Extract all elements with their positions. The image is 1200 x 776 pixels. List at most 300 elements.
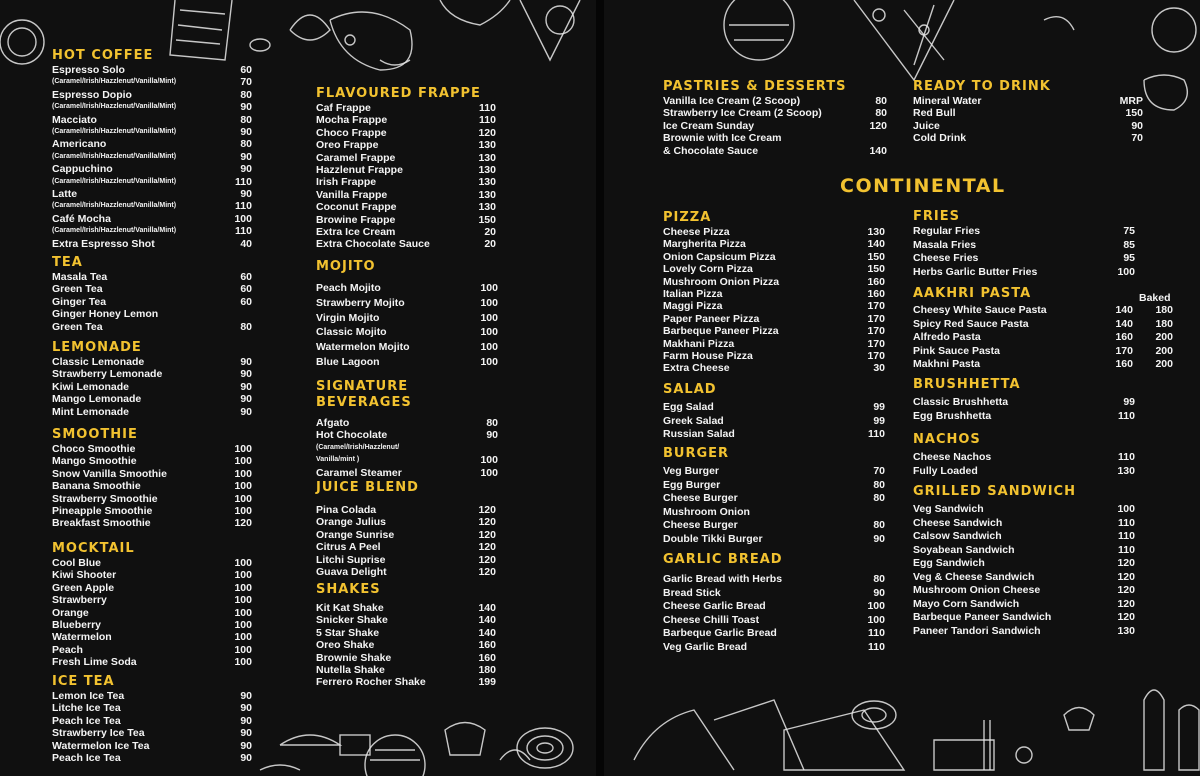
menu-item — [316, 340, 498, 355]
menu-item — [316, 152, 496, 164]
section-title-grilled-sandwich: GRILLED SANDWICH — [913, 484, 1076, 499]
menu-item-price: 140 — [1115, 317, 1133, 330]
menu-item-price: 160 — [867, 288, 885, 301]
menu-item — [663, 415, 885, 429]
menu-item — [316, 614, 496, 626]
menu-list-nachos — [913, 451, 1135, 478]
menu-item-name: Latte — [52, 188, 78, 201]
menu-item-price: 90 — [240, 126, 252, 139]
menu-item — [52, 225, 252, 237]
menu-item — [663, 263, 885, 275]
menu-item-name: Litchi Suprise — [316, 553, 386, 566]
menu-item-note: (Caramel/Irish/Hazzlenut/ — [316, 443, 400, 451]
menu-item-name: Mushroom Onion Pizza — [663, 275, 780, 288]
menu-item-name: Choco Smoothie — [52, 443, 136, 455]
menu-item — [663, 107, 887, 119]
menu-item — [316, 311, 498, 326]
section-pizza — [663, 210, 885, 375]
menu-item-name: Classic Brushhetta — [913, 396, 1009, 408]
menu-item — [52, 381, 252, 393]
menu-item — [913, 503, 1135, 517]
menu-item-price: 20 — [484, 226, 496, 239]
menu-item-name: Mushroom Onion Cheese — [913, 584, 1041, 596]
menu-item-name: Cheese Sandwich — [913, 516, 1003, 529]
menu-item-name: Espresso Solo — [52, 64, 125, 76]
menu-item-price: 170 — [867, 350, 885, 363]
menu-item — [316, 214, 496, 226]
menu-item — [52, 517, 252, 529]
menu-item — [52, 702, 252, 714]
menu-item-name: Pina Colada — [316, 504, 377, 516]
menu-item-price: 80 — [875, 95, 887, 107]
menu-list-aakhri-pasta — [913, 304, 1173, 372]
menu-item-name: Veg Sandwich — [913, 503, 984, 515]
menu-item-name: Peach Mojito — [316, 282, 381, 294]
menu-item-name: Extra Espresso Shot — [52, 237, 155, 250]
menu-item-price: 100 — [867, 613, 885, 626]
menu-item-price: 120 — [478, 566, 496, 579]
menu-item-name: Soyabean Sandwich — [913, 543, 1015, 556]
menu-item-price: 60 — [240, 64, 252, 76]
menu-item — [316, 541, 496, 553]
menu-item-name: Peach Ice Tea — [52, 714, 121, 727]
menu-item-baked-price: 200 — [1155, 331, 1173, 343]
menu-item — [913, 225, 1135, 239]
menu-item — [316, 504, 496, 516]
menu-item-price: 170 — [1115, 344, 1133, 357]
menu-item — [913, 318, 1173, 332]
section-signature-beverages — [316, 379, 498, 479]
menu-item-name: Extra Cheese — [663, 362, 730, 375]
menu-item — [663, 120, 887, 132]
menu-item-name: Pink Sauce Pasta — [913, 344, 1000, 357]
menu-item-price: 100 — [234, 492, 252, 505]
menu-item-name: Oreo Frappe — [316, 139, 379, 152]
section-title-signature-beverages: SIGNATURE BEVERAGES — [316, 379, 412, 410]
menu-item — [52, 594, 252, 606]
menu-item — [52, 188, 252, 200]
menu-item-price: 90 — [240, 163, 252, 176]
menu-item-price: 100 — [234, 455, 252, 468]
menu-item-name: Mineral Water — [913, 95, 982, 107]
menu-item-price: 99 — [873, 401, 885, 413]
menu-item-name: Alfredo Pasta — [913, 331, 981, 343]
menu-item — [316, 566, 496, 578]
menu-item-name: Mayo Corn Sandwich — [913, 597, 1020, 610]
menu-item — [663, 533, 885, 547]
menu-list-shakes — [316, 602, 496, 689]
menu-item — [663, 401, 885, 415]
menu-item-name: Snicker Shake — [316, 614, 388, 627]
menu-item-name: Mocha Frappe — [316, 114, 388, 127]
section-title-mojito: MOJITO — [316, 259, 376, 274]
menu-item-price: 80 — [873, 519, 885, 531]
menu-item — [663, 288, 885, 300]
menu-item-name: Paper Paneer Pizza — [663, 312, 760, 325]
menu-item-name: Coconut Frappe — [316, 201, 397, 214]
menu-item — [663, 251, 885, 263]
menu-item — [52, 569, 252, 581]
page-gutter — [596, 0, 604, 776]
menu-item-name: Mint Lemonade — [52, 405, 130, 418]
section-tea — [52, 255, 252, 333]
menu-list-grilled-sandwich — [913, 503, 1135, 638]
menu-item-price: 20 — [484, 238, 496, 251]
menu-item-name: Lemon Ice Tea — [52, 690, 125, 702]
menu-item — [913, 544, 1135, 558]
menu-item-name: Veg & Cheese Sandwich — [913, 570, 1035, 583]
menu-item — [316, 554, 496, 566]
menu-item-name: Nutella Shake — [316, 664, 385, 677]
menu-item-name: Browine Frappe — [316, 213, 396, 226]
menu-item — [52, 644, 252, 656]
menu-item — [913, 266, 1135, 280]
menu-item — [52, 443, 252, 455]
menu-list-mocktail — [52, 557, 252, 669]
menu-item-name: Green Tea — [52, 320, 103, 333]
menu-item-name: Paneer Tandori Sandwich — [913, 624, 1041, 637]
menu-item — [52, 656, 252, 668]
menu-item — [663, 313, 885, 325]
menu-item-name: Makhani Pizza — [663, 337, 735, 350]
menu-item-price: 120 — [478, 528, 496, 541]
menu-item — [52, 468, 252, 480]
menu-item — [52, 393, 252, 405]
menu-item — [913, 132, 1143, 144]
menu-list-brushhetta — [913, 396, 1135, 423]
menu-item-name: Peach — [52, 643, 83, 656]
section-ready-to-drink — [913, 79, 1143, 145]
menu-item-price: 90 — [240, 405, 252, 418]
menu-item — [663, 492, 885, 506]
menu-item-price: 80 — [240, 138, 252, 151]
menu-item-name: Orange Sunrise — [316, 528, 395, 541]
menu-item-note: (Caramel/Irish/Hazzlenut/Vanilla/Mint) — [52, 152, 177, 160]
menu-item-baked-price: 200 — [1155, 344, 1173, 357]
menu-item-price: 80 — [873, 573, 885, 585]
menu-item-note: (Caramel/Irish/Hazzlenut/Vanilla/Mint) — [52, 227, 177, 235]
menu-item-price: 199 — [478, 676, 496, 689]
menu-item-name: Strawberry Ice Tea — [52, 727, 145, 740]
menu-item-name: Onion Capsicum Pizza — [663, 250, 776, 263]
section-title-flavoured-frappe: FLAVOURED FRAPPE — [316, 86, 481, 101]
menu-item-note: (Caramel/Irish/Hazzlenut/Vanilla/Mint) — [52, 78, 177, 86]
menu-list-hot-coffee — [52, 64, 252, 250]
menu-item — [663, 238, 885, 250]
menu-item-name: Egg Brushhetta — [913, 409, 992, 422]
menu-item-name: Snow Vanilla Smoothie — [52, 467, 167, 480]
menu-item — [913, 358, 1173, 372]
menu-item — [663, 465, 885, 479]
menu-item — [316, 529, 496, 541]
menu-list-ice-tea — [52, 690, 252, 764]
menu-item-name: Barbeque Paneer Sandwich — [913, 611, 1052, 623]
menu-item-price: 100 — [480, 466, 498, 479]
menu-item-price: 90 — [240, 380, 252, 393]
menu-item-name: Extra Chocolate Sauce — [316, 238, 430, 251]
menu-item-price: 130 — [478, 188, 496, 201]
menu-item — [52, 126, 252, 138]
section-title-brushhetta: BRUSHHETTA — [913, 377, 1021, 392]
menu-item — [913, 107, 1143, 119]
menu-item-name: Italian Pizza — [663, 288, 723, 301]
menu-item-name: Choco Frappe — [316, 126, 387, 139]
menu-item-name: Ferrero Rocher Shake — [316, 676, 426, 689]
section-title-smoothie: SMOOTHIE — [52, 427, 138, 442]
menu-item-price: 90 — [240, 690, 252, 702]
menu-item-price: 90 — [240, 739, 252, 752]
menu-item-price: 120 — [234, 517, 252, 530]
section-title-pastries-desserts: PASTRIES & DESSERTS — [663, 79, 847, 94]
menu-item — [316, 296, 498, 311]
menu-item — [52, 101, 252, 113]
menu-item — [316, 164, 496, 176]
menu-item — [52, 480, 252, 492]
menu-item-price: 160 — [478, 639, 496, 652]
menu-left-page — [0, 0, 596, 776]
menu-item-name: Ginger Honey Lemon — [52, 308, 159, 321]
section-title-burger: BURGER — [663, 446, 730, 461]
menu-item — [913, 465, 1135, 479]
menu-item-price: 170 — [867, 300, 885, 313]
menu-item-price: 110 — [235, 175, 252, 188]
section-hot-coffee — [52, 48, 252, 250]
menu-item — [913, 598, 1135, 612]
menu-item-name: Caf Frappe — [316, 102, 371, 114]
menu-item-price: 100 — [234, 480, 252, 493]
menu-item — [52, 557, 252, 569]
menu-item-name: Blueberry — [52, 619, 102, 632]
menu-item-price: 90 — [240, 188, 252, 201]
menu-item-name: Juice — [913, 119, 940, 132]
menu-item-price: 100 — [480, 355, 498, 368]
menu-item-name: Blue Lagoon — [316, 355, 380, 368]
menu-item — [663, 519, 885, 533]
menu-item-name: Americano — [52, 138, 107, 151]
menu-item-name: Cappuchino — [52, 163, 113, 176]
menu-item-price: 140 — [478, 614, 496, 627]
menu-item-name: Cold Drink — [913, 132, 967, 145]
menu-item — [52, 715, 252, 727]
menu-item-price: 110 — [1118, 451, 1135, 463]
menu-item-name: Banana Smoothie — [52, 480, 141, 493]
menu-item-name: Green Apple — [52, 581, 115, 594]
menu-item — [52, 727, 252, 739]
menu-item-name: Macciato — [52, 113, 97, 126]
section-burger — [663, 446, 885, 546]
menu-item-name: Caramel Frappe — [316, 151, 396, 164]
menu-item — [316, 442, 498, 454]
menu-item-price: 90 — [240, 356, 252, 368]
menu-item-name: Masala Tea — [52, 271, 108, 283]
menu-item-note: (Caramel/Irish/Hazzlenut/Vanilla/Mint) — [52, 202, 177, 210]
menu-item — [52, 151, 252, 163]
section-mojito — [316, 259, 498, 370]
menu-item-price: 100 — [480, 311, 498, 324]
menu-item-price: 140 — [867, 238, 885, 251]
menu-item — [52, 505, 252, 517]
menu-item — [52, 752, 252, 764]
menu-item — [316, 664, 496, 676]
menu-item — [663, 573, 885, 587]
menu-item — [52, 64, 252, 76]
section-mocktail — [52, 541, 252, 669]
section-lemonade — [52, 340, 252, 418]
menu-item-price: 140 — [869, 144, 887, 157]
menu-item-price: 130 — [478, 139, 496, 152]
section-title-lemonade: LEMONADE — [52, 340, 142, 355]
menu-item-price: MRP — [1119, 95, 1143, 107]
menu-item — [913, 530, 1135, 544]
menu-item-price: 90 — [240, 702, 252, 715]
menu-item-price: 110 — [1118, 530, 1135, 542]
menu-item — [52, 200, 252, 212]
menu-item-name: Greek Salad — [663, 414, 724, 427]
menu-item-name: Citrus A Peel — [316, 541, 381, 554]
menu-item-name: Café Mocha — [52, 212, 111, 225]
menu-item-name: Cool Blue — [52, 557, 101, 569]
menu-item-price: 100 — [234, 631, 252, 644]
menu-item-name: Hot Chocolate — [316, 429, 388, 442]
menu-item-price: 120 — [1117, 611, 1135, 623]
menu-item-price: 100 — [234, 594, 252, 607]
menu-item — [52, 76, 252, 88]
menu-item-price: 130 — [478, 201, 496, 214]
section-pastries-desserts — [663, 79, 887, 157]
menu-item-name: Espresso Dopio — [52, 88, 132, 101]
menu-item — [663, 627, 885, 641]
menu-item-price: 130 — [1117, 624, 1135, 637]
menu-item — [663, 276, 885, 288]
menu-item-price: 70 — [240, 76, 252, 89]
section-salad — [663, 382, 885, 442]
menu-item-name: 5 Star Shake — [316, 626, 380, 639]
menu-item-name: Herbs Garlic Butter Fries — [913, 265, 1038, 278]
menu-item-price: 80 — [875, 107, 887, 120]
menu-item-name: Brownie Shake — [316, 651, 392, 664]
menu-item — [52, 321, 252, 333]
menu-item-name: Double Tikki Burger — [663, 532, 763, 545]
continental-heading: CONTINENTAL — [840, 175, 1006, 197]
menu-item — [52, 213, 252, 225]
menu-item-price: 90 — [240, 714, 252, 727]
menu-item-price: 120 — [478, 541, 496, 554]
menu-item-name: Caramel Steamer — [316, 466, 402, 479]
section-title-ice-tea: ICE TEA — [52, 674, 115, 689]
menu-item-price: 90 — [240, 393, 252, 406]
menu-item — [913, 120, 1143, 132]
section-title-nachos: NACHOS — [913, 432, 981, 447]
menu-item-name: Calsow Sandwich — [913, 530, 1002, 542]
menu-item-price: 150 — [478, 213, 496, 226]
menu-item — [316, 516, 496, 528]
menu-item-name: Mango Smoothie — [52, 455, 137, 468]
menu-item-price: 90 — [240, 752, 252, 765]
menu-item-name: Oreo Shake — [316, 639, 375, 652]
menu-list-pizza — [663, 226, 885, 375]
menu-item-price: 110 — [235, 200, 252, 213]
menu-item-price: 70 — [1131, 132, 1143, 145]
menu-list-mojito — [316, 281, 498, 370]
menu-item-name: Watermelon Mojito — [316, 341, 410, 354]
section-fries — [913, 209, 1135, 279]
menu-item-name: Virgin Mojito — [316, 311, 380, 324]
menu-item — [316, 226, 496, 238]
menu-item-price: 110 — [1118, 409, 1135, 422]
menu-item-name: Cheese Pizza — [663, 226, 730, 238]
menu-list-garlic-bread — [663, 573, 885, 654]
section-brushhetta — [913, 377, 1135, 423]
menu-item-name: Afgato — [316, 417, 350, 429]
menu-item-price: 120 — [478, 516, 496, 529]
menu-item-price: 80 — [240, 88, 252, 101]
menu-item-name: Cheese Fries — [913, 252, 979, 264]
menu-item-price: 99 — [1123, 396, 1135, 408]
menu-item — [663, 587, 885, 601]
menu-item — [52, 138, 252, 150]
section-title-tea: TEA — [52, 255, 83, 270]
menu-item-name: Regular Fries — [913, 225, 981, 237]
menu-item-name: Makhni Pasta — [913, 358, 981, 370]
menu-item-name: Peach Ice Tea — [52, 752, 121, 765]
menu-item — [52, 308, 252, 320]
menu-item-price: 99 — [873, 414, 885, 427]
menu-item — [52, 163, 252, 175]
menu-item — [52, 368, 252, 380]
menu-item-price: 170 — [867, 337, 885, 350]
menu-item-note: (Caramel/Irish/Hazzlenut/Vanilla/Mint) — [52, 128, 177, 136]
menu-item-price: 90 — [873, 586, 885, 599]
menu-item — [663, 428, 885, 442]
menu-item — [52, 283, 252, 295]
menu-item-price: 90 — [486, 429, 498, 442]
menu-item-price: 120 — [1117, 557, 1135, 569]
menu-item-name: Cheese Burger — [663, 519, 738, 531]
menu-item — [52, 176, 252, 188]
menu-item-price: 130 — [478, 164, 496, 177]
menu-item-price: 120 — [869, 119, 887, 132]
menu-item-price: 60 — [240, 283, 252, 296]
menu-item-name: Red Bull — [913, 107, 956, 120]
menu-item-name: Strawberry Smoothie — [52, 492, 158, 505]
section-aakhri-pasta — [913, 286, 1173, 372]
menu-item-name: Strawberry Mojito — [316, 296, 405, 309]
menu-item-name: Breakfast Smoothie — [52, 517, 151, 530]
menu-item-price: 130 — [478, 151, 496, 164]
menu-item — [663, 614, 885, 628]
menu-item-name: Kiwi Lemonade — [52, 380, 130, 393]
menu-item-price: 80 — [240, 320, 252, 333]
menu-item — [316, 355, 498, 370]
menu-item-baked-price: 200 — [1155, 358, 1173, 370]
menu-item — [52, 89, 252, 101]
menu-item — [52, 631, 252, 643]
section-title-ready-to-drink: READY TO DRINK — [913, 79, 1051, 94]
menu-list-lemonade — [52, 356, 252, 418]
menu-item-price: 110 — [868, 428, 885, 440]
menu-item — [52, 406, 252, 418]
menu-item-name: Pineapple Smoothie — [52, 505, 153, 518]
menu-item-baked-price: 180 — [1155, 317, 1173, 330]
menu-item — [913, 571, 1135, 585]
section-juice-blend — [316, 480, 496, 578]
menu-item-price: 130 — [1117, 464, 1135, 477]
menu-item — [663, 338, 885, 350]
menu-item — [316, 201, 496, 213]
menu-item-price: 120 — [1117, 597, 1135, 610]
menu-item-price: 160 — [1115, 331, 1133, 343]
section-title-salad: SALAD — [663, 382, 717, 397]
